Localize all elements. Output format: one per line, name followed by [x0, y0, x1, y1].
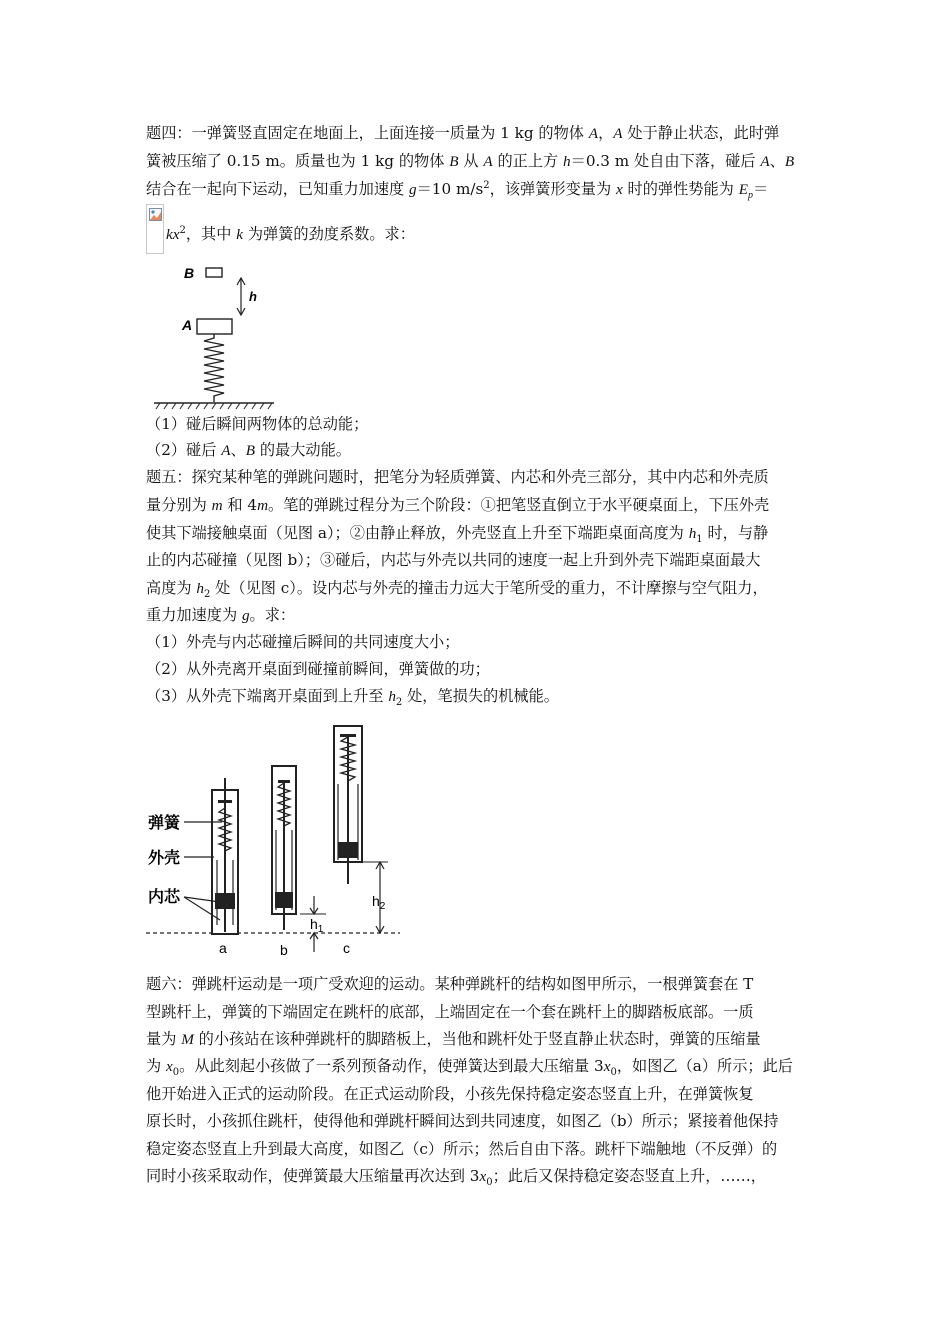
problem5-line2: 量分别为 m 和 4m。笔的弹跳过程分为三个阶段：①把笔竖直倒立于水平硬桌面上，下压外壳 — [146, 496, 770, 514]
problem6-line1: 题六：弹跳杆运动是一项广受欢迎的运动。某种弹跳杆的结构如图甲所示，一根弹簧套在 T — [146, 975, 754, 993]
spring — [204, 334, 224, 402]
problem5-question3: （3）从外壳下端离开桌面到上升至 $h_2$ 处，笔损失的机械能。 — [146, 687, 559, 709]
pen-c-spring-top — [340, 734, 356, 737]
problem5-question2: （2）从外壳离开桌面到碰撞前瞬间，弹簧做的功； — [146, 660, 490, 678]
pen-bounce-figure — [140, 720, 410, 962]
label-h: h — [249, 289, 257, 304]
pen-c — [334, 726, 362, 884]
problem4-line4: $kx^2$，其中 k 为弹簧的劲度系数。求： — [166, 224, 415, 243]
label-A: A — [182, 317, 193, 333]
pen-b-core — [275, 892, 293, 908]
pen-a — [212, 778, 238, 934]
pen-c-core — [338, 842, 358, 858]
image-placeholder-icon — [149, 208, 162, 221]
pen-b-spring-top — [278, 780, 290, 783]
problem4-question2: （2）碰后 A、B 的最大动能。 — [146, 441, 351, 459]
pen-a-core — [215, 893, 235, 909]
label-b: b — [280, 942, 288, 958]
block-A — [197, 319, 232, 334]
label-spring: 弹簧 — [148, 815, 181, 832]
problem6-line3: 量为 M 的小孩站在该种弹跳杆的脚踏板上，当他和跳杆处于竖直静止状态时，弹簧的压缩量 — [146, 1030, 761, 1048]
problem6-line6: 原长时，小孩抓住跳杆，使得他和弹跳杆瞬间达到共同速度，如图乙（b）所示；紧接着他保持 — [146, 1112, 779, 1130]
problem6-line5: 他开始进入正式的运动阶段。在正式运动阶段，小孩先保持稳定姿态竖直上升，在弹簧恢复 — [146, 1085, 754, 1103]
label-shell: 外壳 — [148, 850, 181, 867]
broken-image-icon — [146, 204, 164, 254]
label-core: 内芯 — [148, 889, 181, 906]
problem5-line4: 止的内芯碰撞（见图 b）；③碰后，内芯与外壳以共同的速度一起上升到外壳下端距桌面最大 — [146, 551, 761, 569]
problem6-line7: 稳定姿态竖直上升到最大高度，如图乙（c）所示；然后自由下落。跳杆下端触地（不反弹）的 — [146, 1140, 778, 1158]
problem6-line2: 型跳杆上，弹簧的下端固定在跳杆的底部，上端固定在一个套在跳杆上的脚踏板底部。一质 — [146, 1003, 754, 1021]
ground-hatch — [156, 403, 272, 409]
problem4-question1: （1）碰后瞬间两物体的总动能； — [146, 415, 369, 433]
pen-a-spring-top — [218, 800, 232, 803]
block-B — [206, 268, 222, 277]
label-a: a — [219, 940, 227, 956]
problem5-line1: 题五：探究某种笔的弹跳问题时，把笔分为轻质弹簧、内芯和外壳三部分，其中内芯和外壳质 — [146, 468, 769, 486]
problem4-line3: 结合在一起向下运动，已知重力加速度 g＝10 $m/s^2$，该弹簧形变量为 x 时的弹性势能为 $E_p=$ — [146, 179, 769, 202]
problem6-line8: 同时小孩采取动作，使弹簧最大压缩量再次达到 $3x_0$；此后又保持稳定姿态竖直上升，……， — [146, 1167, 766, 1189]
problem5-question1: （1）外壳与内芯碰撞后瞬间的共同速度大小； — [146, 633, 460, 651]
problem5-line3: 使其下端接触桌面（见图 a）；②由静止释放，外壳竖直上升至下端距桌面高度为 $h_1$ 时，与静 — [146, 524, 769, 546]
problem4-line1: 题四：一弹簧竖直固定在地面上，上面连接一质量为 1 kg 的物体 A，A 处于静止状态，此时弹 — [146, 124, 780, 142]
spring-block-figure — [146, 258, 286, 410]
label-h1: $h_1$ — [310, 916, 324, 935]
pen-b — [272, 766, 296, 930]
problem4-line2: 簧被压缩了 0.15 m。质量也为 1 kg 的物体 B 从 A 的正上方 h＝0.3 m 处自由下落，碰后 A、B — [146, 152, 795, 170]
label-B: B — [184, 265, 195, 281]
problem5-line6: 重力加速度为 g。求： — [146, 606, 296, 624]
label-h2: $h_2$ — [372, 893, 386, 912]
label-c: c — [343, 940, 350, 956]
problem6-line4: 为 $x_0$。从此刻起小孩做了一系列预备动作，使弹簧达到最大压缩量 $3x_0$，如图乙（a）所示；此后 — [146, 1057, 793, 1079]
problem5-line5: 高度为 $h_2$ 处（见图 c）。设内芯与外壳的撞击力远大于笔所受的重力，不计摩擦与空气阻力， — [146, 579, 768, 601]
